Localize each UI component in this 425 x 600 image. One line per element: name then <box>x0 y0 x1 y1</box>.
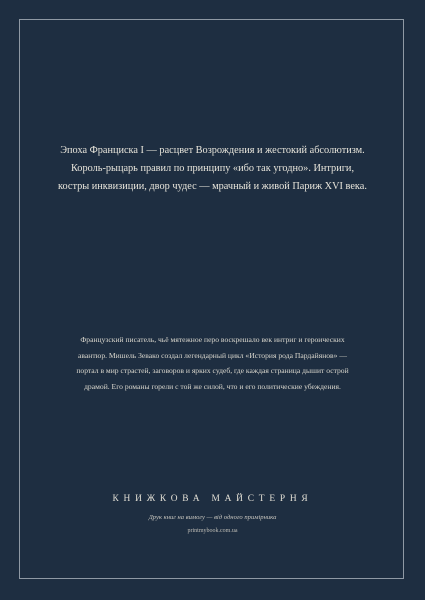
publisher-website: printmybook.com.ua <box>187 528 238 534</box>
publisher-tagline: Друк книг на вимогу — від одного примірника <box>148 514 277 521</box>
book-blurb: Эпоха Франциска I — расцвет Возрождения и жестокий абсолютизм. Король-рыцарь правил по принципу «ибо так угодно». Интриги, костры инквизиции, двор чудес — мрачный и живой Париж XVI века. <box>58 145 367 192</box>
author-description: Французский писатель, чьё мятежное перо воскрешало век интриг и героических авантюр. Мишель Зевако создал легендарный цикл «История рода Пардайянов» — портал в мир страстей, заговоров и ярких судеб, где каждая страница дышит острой драмой. Его романы горели с той же силой, что и его политические убеждения. <box>76 335 349 391</box>
publisher-name: КНИЖКОВА МАЙСТЕРНЯ <box>112 494 313 504</box>
